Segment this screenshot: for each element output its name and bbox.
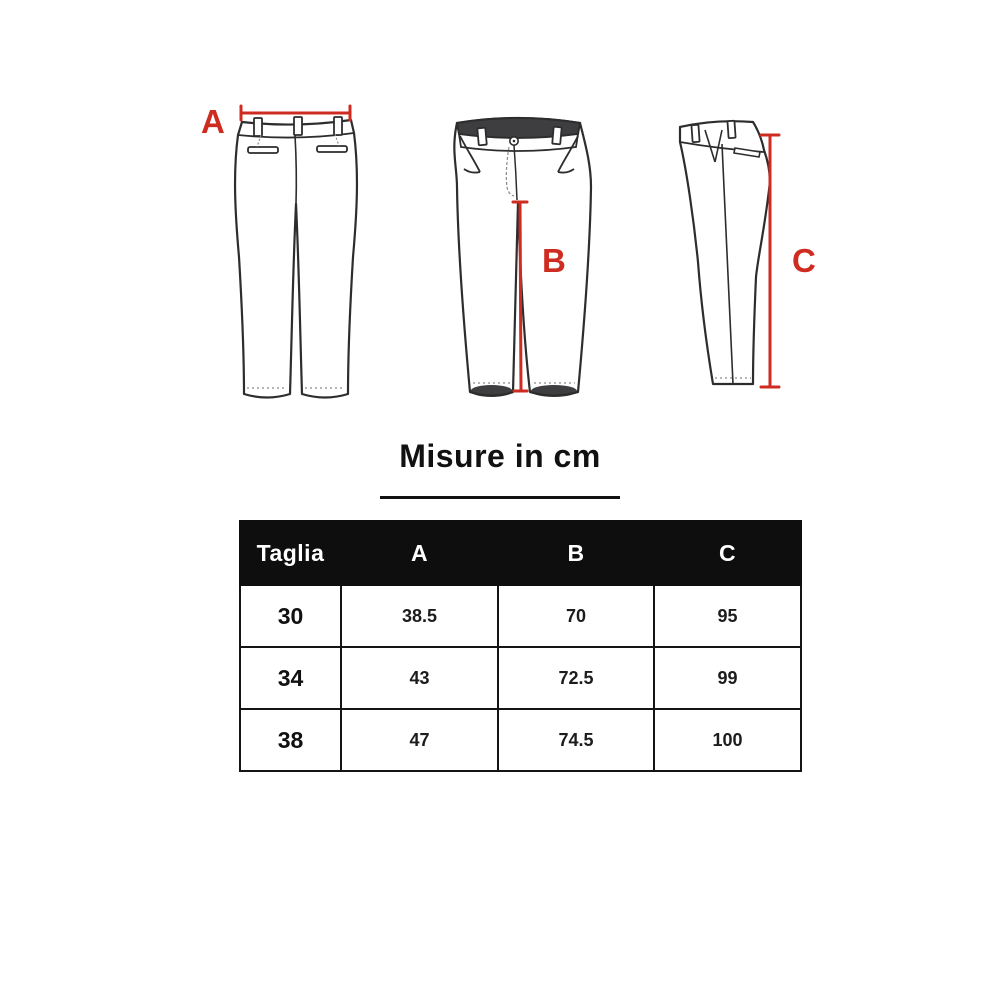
size-table-header [240, 521, 801, 585]
header-row [240, 521, 801, 585]
table-row [240, 647, 801, 709]
measure-label-b: B [542, 242, 566, 279]
table-row [240, 709, 801, 771]
table-row [240, 585, 801, 647]
measurement-cell: 70 [498, 585, 654, 647]
pants-front-view-drawing [430, 92, 620, 417]
size-cell: 30 [240, 585, 341, 647]
size-table-body [240, 585, 801, 771]
size-table [239, 520, 802, 772]
measurement-cell: 47 [341, 709, 498, 771]
size-cell: 34 [240, 647, 341, 709]
pants-outline [454, 118, 591, 396]
measurement-cell: 95 [654, 585, 801, 647]
waist-button-dot [513, 140, 516, 143]
measurement-cell: 43 [341, 647, 498, 709]
pants-front-view [430, 92, 620, 417]
column-header-b: B [498, 521, 654, 585]
title-underline [380, 496, 620, 499]
pants-back-view [195, 92, 380, 417]
column-header-a: A [341, 521, 498, 585]
pants-outline [680, 121, 770, 384]
column-header-c: C [654, 521, 801, 585]
size-cell: 38 [240, 709, 341, 771]
measurement-cell: 74.5 [498, 709, 654, 771]
measurement-cell: 99 [654, 647, 801, 709]
measurement-cell: 72.5 [498, 647, 654, 709]
measure-label-a: A [201, 103, 225, 140]
page-title: Misure in cm [399, 438, 601, 474]
measure-label-c: C [792, 242, 816, 279]
measurement-cell: 38.5 [341, 585, 498, 647]
measurement-cell: 100 [654, 709, 801, 771]
pants-back-view-drawing [195, 92, 380, 417]
pants-side-view [645, 92, 830, 417]
column-header-taglia: Taglia [240, 521, 341, 585]
pants-side-view-drawing [645, 92, 830, 417]
